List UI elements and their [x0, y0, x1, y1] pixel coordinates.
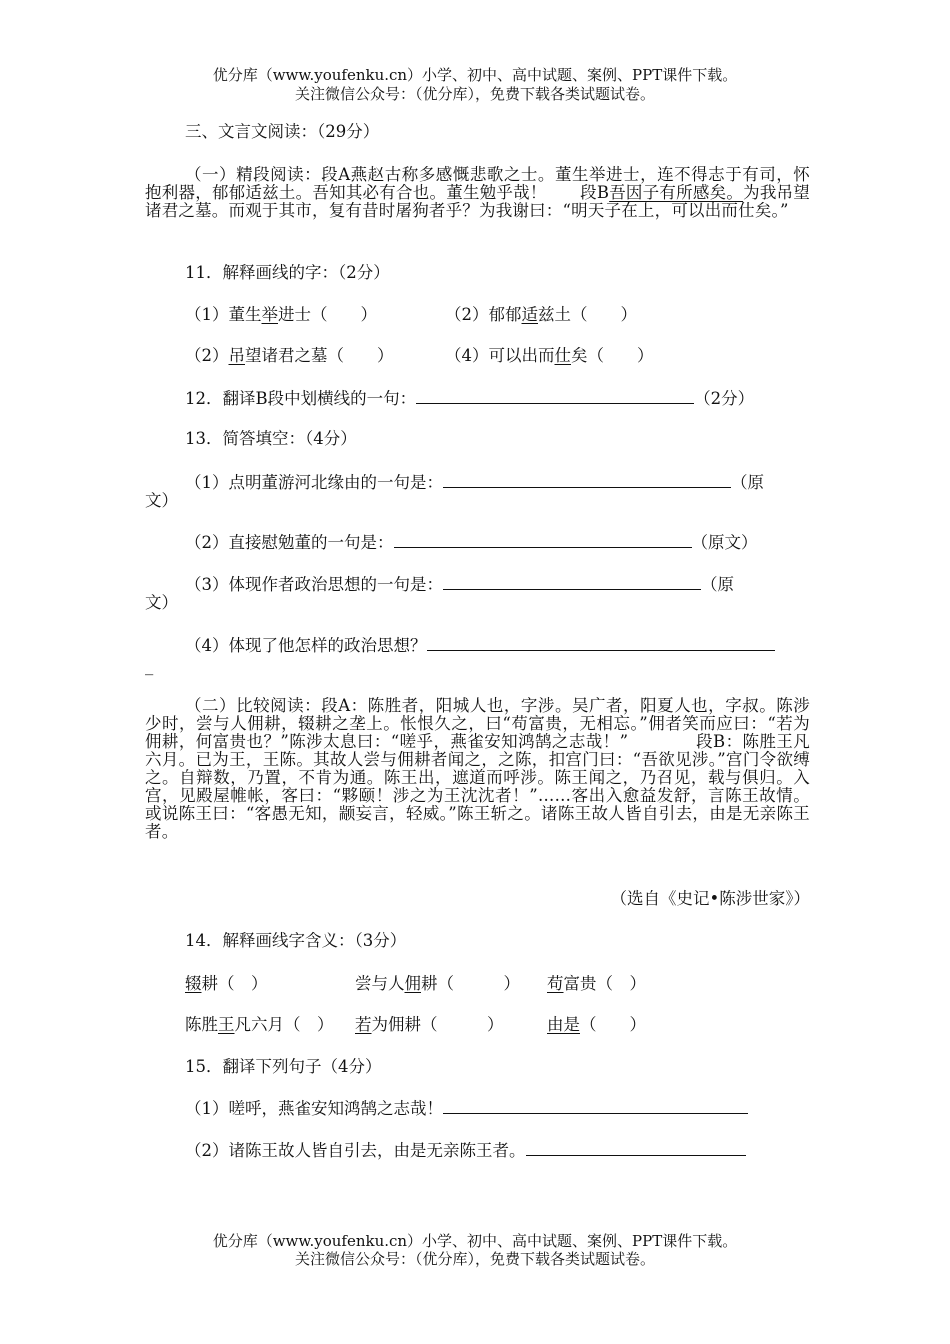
q11-item-1-post: 进士（ ） — [278, 305, 377, 324]
q13-item-3-wrap: 文） — [145, 593, 178, 612]
q11-item-2 — [445, 306, 637, 324]
q13-item-3-text: （3）体现作者政治思想的一句是： — [185, 575, 443, 594]
q14-word-2-post: 耕（ ） — [421, 974, 520, 993]
q14-word-1-post: 耕（ ） — [201, 974, 268, 993]
footer-line-1: 优分库（www.youfenku.cn）小学、初中、高中试题、案例、PPT课件下载。 — [212, 1232, 738, 1250]
q13-item-3 — [185, 575, 734, 594]
q14-word-1-char: 辍 — [185, 974, 202, 993]
q13-item-3-blank[interactable] — [443, 575, 701, 590]
q14-word-5 — [355, 1016, 504, 1034]
q14-word-6-char: 由是 — [547, 1015, 580, 1034]
q13-item-4-wrap: _ — [145, 656, 154, 675]
q14-word-4-post: 凡六月（ ） — [234, 1015, 334, 1034]
q11-item-1 — [185, 306, 377, 324]
passage-2-source: （选自《史记•陈涉世家》） — [610, 889, 810, 908]
q13-item-4-text: （4）体现了他怎样的政治思想？ — [185, 636, 427, 655]
passage-2: （二）比较阅读：段A：陈胜者，阳城人也，字涉。吴广者，阳夏人也，字叔。陈涉少时，尝与人佣耕，辍耕之垄上。怅恨久之，曰“苟富贵，无相忘。”佣者笑而应曰：“若为佣耕，何富贵也？”陈涉太息曰：“嗟乎，燕雀安知鸿鹄之志哉！” 段B：陈胜王凡六月。已为王，王陈。其故人尝与佣耕者闻之，之陈，扣宫门曰：“吾欲见涉。”宫门令欲缚之。自辩数，乃置，不肯为通。陈王出，遮道而呼涉。陈王闻之，乃召见，载与俱归。入宫，见殿屋帷帐，客曰：“夥颐！涉之为王沈沈者！”……客出入愈益发舒，言陈王故情。或说陈王曰：“客愚无知，颛妄言，轻威。”陈王斩之。诸陈王故人皆自引去，由是无亲陈王者。 — [145, 696, 810, 841]
q12-stem: 12．翻译B段中划横线的一句： — [185, 389, 417, 408]
header-line-2: 关注微信公众号：（优分库），免费下载各类试题试卷。 — [294, 85, 655, 103]
q14-stem: 14．解释画线字含义：（3分） — [185, 931, 407, 950]
q11-item-1-word: 举 — [261, 305, 278, 324]
q11-item-4-pre: （4）可以出而 — [445, 346, 555, 365]
q14-word-6-post: （ ） — [580, 1015, 646, 1034]
q13-item-3-tail: （原 — [701, 575, 734, 594]
q11-item-3-pre: （2） — [185, 346, 229, 365]
q14-word-3-char: 苟 — [547, 974, 564, 993]
q14-word-5-char: 若 — [355, 1015, 372, 1034]
q14-word-6 — [547, 1016, 646, 1034]
q11-item-2-word: 适 — [521, 305, 538, 324]
q14-word-2 — [355, 975, 520, 993]
q11-item-4-post: 矣（ ） — [571, 346, 654, 365]
q15-item-2-blank[interactable] — [526, 1141, 746, 1156]
q11-item-2-pre: （2）郁郁 — [445, 305, 522, 324]
q13-item-1-blank[interactable] — [443, 473, 731, 488]
q13-item-1 — [185, 473, 764, 492]
q13-item-2-tail: （原文） — [691, 533, 758, 552]
footer-line-2: 关注微信公众号：（优分库），免费下载各类试题试卷。 — [294, 1250, 655, 1268]
q13-item-4-blank[interactable] — [427, 636, 775, 651]
q13-item-1-tail: （原 — [731, 473, 764, 492]
passage-1-part-2: 为我吊望诸君之墓。而观于其市，复有昔时屠狗者乎？为我谢曰：“明天子在上，可以出而仕矣。” — [145, 183, 810, 220]
q11-item-3 — [185, 347, 394, 365]
q14-word-4-pre: 陈胜 — [185, 1015, 218, 1034]
section-title: 三、文言文阅读：（29分） — [185, 122, 380, 141]
q15-item-2 — [185, 1141, 746, 1160]
passage-1 — [145, 166, 810, 220]
q13-item-2-text: （2）直接慰勉董的一句是： — [185, 533, 394, 552]
q13-item-1-text: （1）点明董游河北缘由的一句是： — [185, 473, 443, 492]
q11-stem: 11．解释画线的字：（2分） — [185, 263, 390, 282]
q15-stem: 15．翻译下列句子（4分） — [185, 1057, 382, 1076]
q13-item-4 — [185, 636, 775, 655]
q14-word-4-char: 王 — [218, 1015, 235, 1034]
q15-item-1 — [185, 1099, 748, 1118]
q13-item-2 — [185, 533, 758, 552]
q13-stem: 13．简答填空：（4分） — [185, 429, 357, 448]
q14-word-1 — [185, 975, 268, 993]
q14-word-5-post: 为佣耕（ ） — [371, 1015, 504, 1034]
header-line-1: 优分库（www.youfenku.cn）小学、初中、高中试题、案例、PPT课件下载。 — [212, 66, 738, 84]
q11-item-2-post: 兹土（ ） — [538, 305, 637, 324]
q11-item-4-word: 仕 — [554, 346, 571, 365]
q14-word-3-post: 富贵（ ） — [563, 974, 646, 993]
q14-word-2-char: 佣 — [404, 974, 421, 993]
passage-1-part-1: （一）精段阅读：段A燕赵古称多感慨悲歌之士。董生举进士，连不得志于有司，怀抱利器，郁郁适兹土。吾知其必有合也。董生勉乎哉！ 段B — [145, 165, 810, 202]
q15-item-1-text: （1）嗟呼，燕雀安知鸿鹄之志哉！ — [185, 1099, 443, 1118]
passage-1-underlined-sentence: 吾因子有所感矣。 — [609, 183, 744, 202]
q13-item-2-blank[interactable] — [394, 533, 692, 548]
q11-item-1-pre: （1）董生 — [185, 305, 262, 324]
q11-item-3-word: 吊 — [228, 346, 245, 365]
q12-score: （2分） — [694, 389, 755, 408]
q11-item-3-post: 望诸君之墓（ ） — [245, 346, 394, 365]
q14-word-4 — [185, 1016, 334, 1034]
q13-item-1-wrap: 文） — [145, 491, 178, 510]
q14-word-2-pre: 尝与人 — [355, 974, 405, 993]
q15-item-2-text: （2）诸陈王故人皆自引去，由是无亲陈王者。 — [185, 1141, 526, 1160]
q11-item-4 — [445, 347, 654, 365]
q12 — [185, 389, 754, 408]
q14-word-3 — [547, 975, 646, 993]
q15-item-1-blank[interactable] — [443, 1099, 748, 1114]
q12-answer-blank[interactable] — [416, 389, 694, 404]
